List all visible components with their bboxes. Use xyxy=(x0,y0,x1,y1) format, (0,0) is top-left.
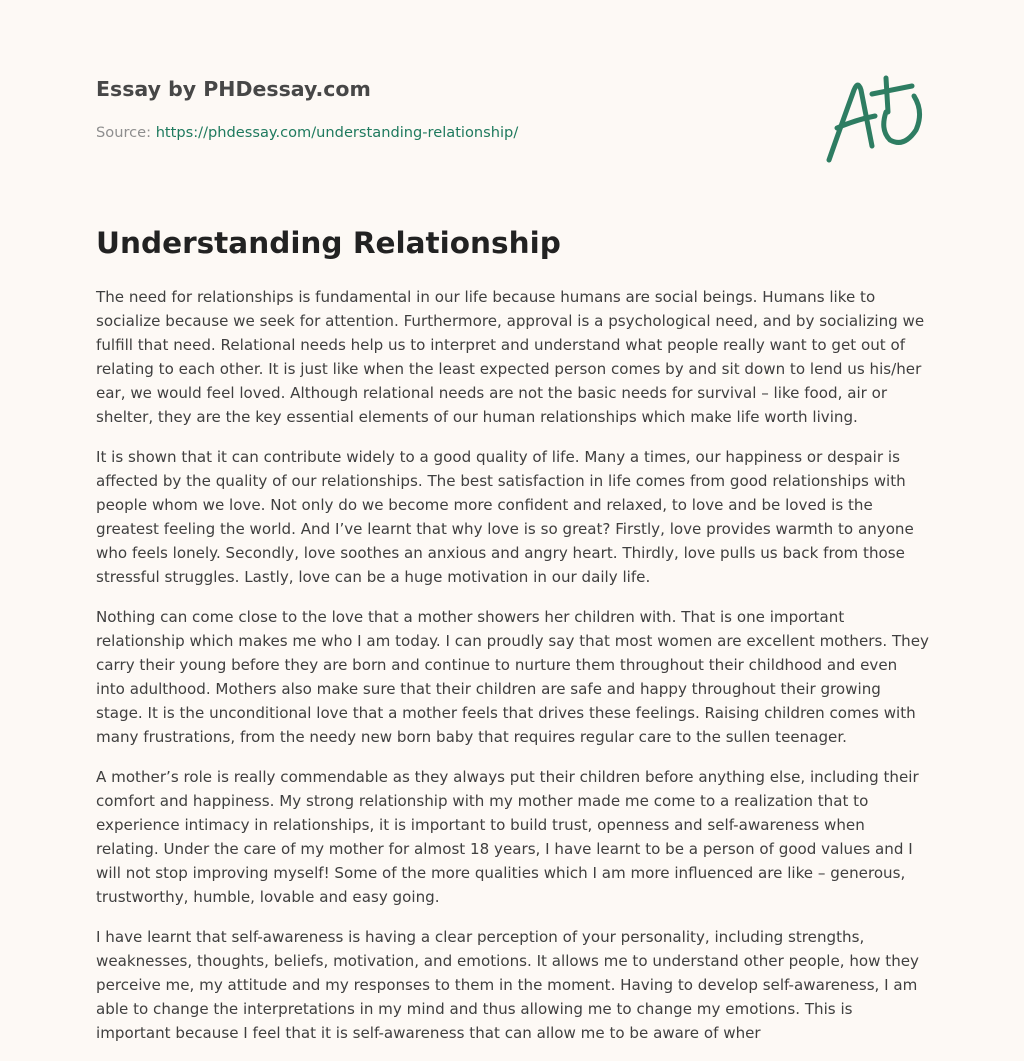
source-line xyxy=(96,124,518,141)
source-link[interactable]: https://phdessay.com/understanding-relationship/ xyxy=(155,124,519,141)
essay-paragraph: The need for relationships is fundamental in our life because humans are social beings. Humans like to socialize because we seek for attention. Furthermore, approval is a psychological need, and by socializing we fulfill that need. Relational needs help us to interpret and understand what people really want to get out of relating to each other. It is just like when the least expected person comes by and sit down to lend us his/her ear, we would feel loved. Although relational needs are not the basic needs for survival – like food, air or shelter, they are the key essential elements of our human relationships which make life worth living. xyxy=(96,288,925,426)
site-title: Essay by PHDessay.com xyxy=(96,77,371,101)
essay-paragraph: I have learnt that self-awareness is having a clear perception of your personality, including strengths, weaknesses, thoughts, beliefs, motivation, and emotions. It allows me to understand other people, how they perceive me, my attitude and my responses to them in the moment. Having to develop self-awareness, I am able to change the interpretations in my mind and thus allowing me to change my emotions. This is important because I feel that it is self-awareness that can allow me to be aware of wher xyxy=(96,928,919,1042)
essay-title: Understanding Relationship xyxy=(96,226,561,260)
a-plus-logo-icon xyxy=(820,68,930,168)
essay-body xyxy=(96,285,930,1061)
essay-paragraph: It is shown that it can contribute widely to a good quality of life. Many a times, our happiness or despair is affected by the quality of our relationships. The best satisfaction in life comes from good relationships with people whom we love. Not only do we become more confident and relaxed, to love and be loved is the greatest feeling the world. And I’ve learnt that why love is so great? Firstly, love provides warmth to anyone who feels lonely. Secondly, love soothes an anxious and angry heart. Thirdly, love pulls us back from those stressful struggles. Lastly, love can be a huge motivation in our daily life. xyxy=(96,448,914,586)
source-label: Source: xyxy=(96,124,152,141)
essay-paragraph: Nothing can come close to the love that a mother showers her children with. That is one important relationship which makes me who I am today. I can proudly say that most women are excellent mothers. They carry their young before they are born and continue to nurture them throughout their childhood and even into adulthood. Mothers also make sure that their children are safe and happy throughout their growing stage. It is the unconditional love that a mother feels that drives these feelings. Raising children comes with many frustrations, from the needy new born baby that requires regular care to the sullen teenager. xyxy=(96,608,929,746)
essay-paragraph: A mother’s role is really commendable as they always put their children before anything else, including their comfort and happiness. My strong relationship with my mother made me come to a realization that to experience intimacy in relationships, it is important to build trust, openness and self-awareness when relating. Under the care of my mother for almost 18 years, I have learnt to be a person of good values and I will not stop improving myself! Some of the more qualities which I am more influenced are like – generous, trustworthy, humble, lovable and easy going. xyxy=(96,768,919,906)
